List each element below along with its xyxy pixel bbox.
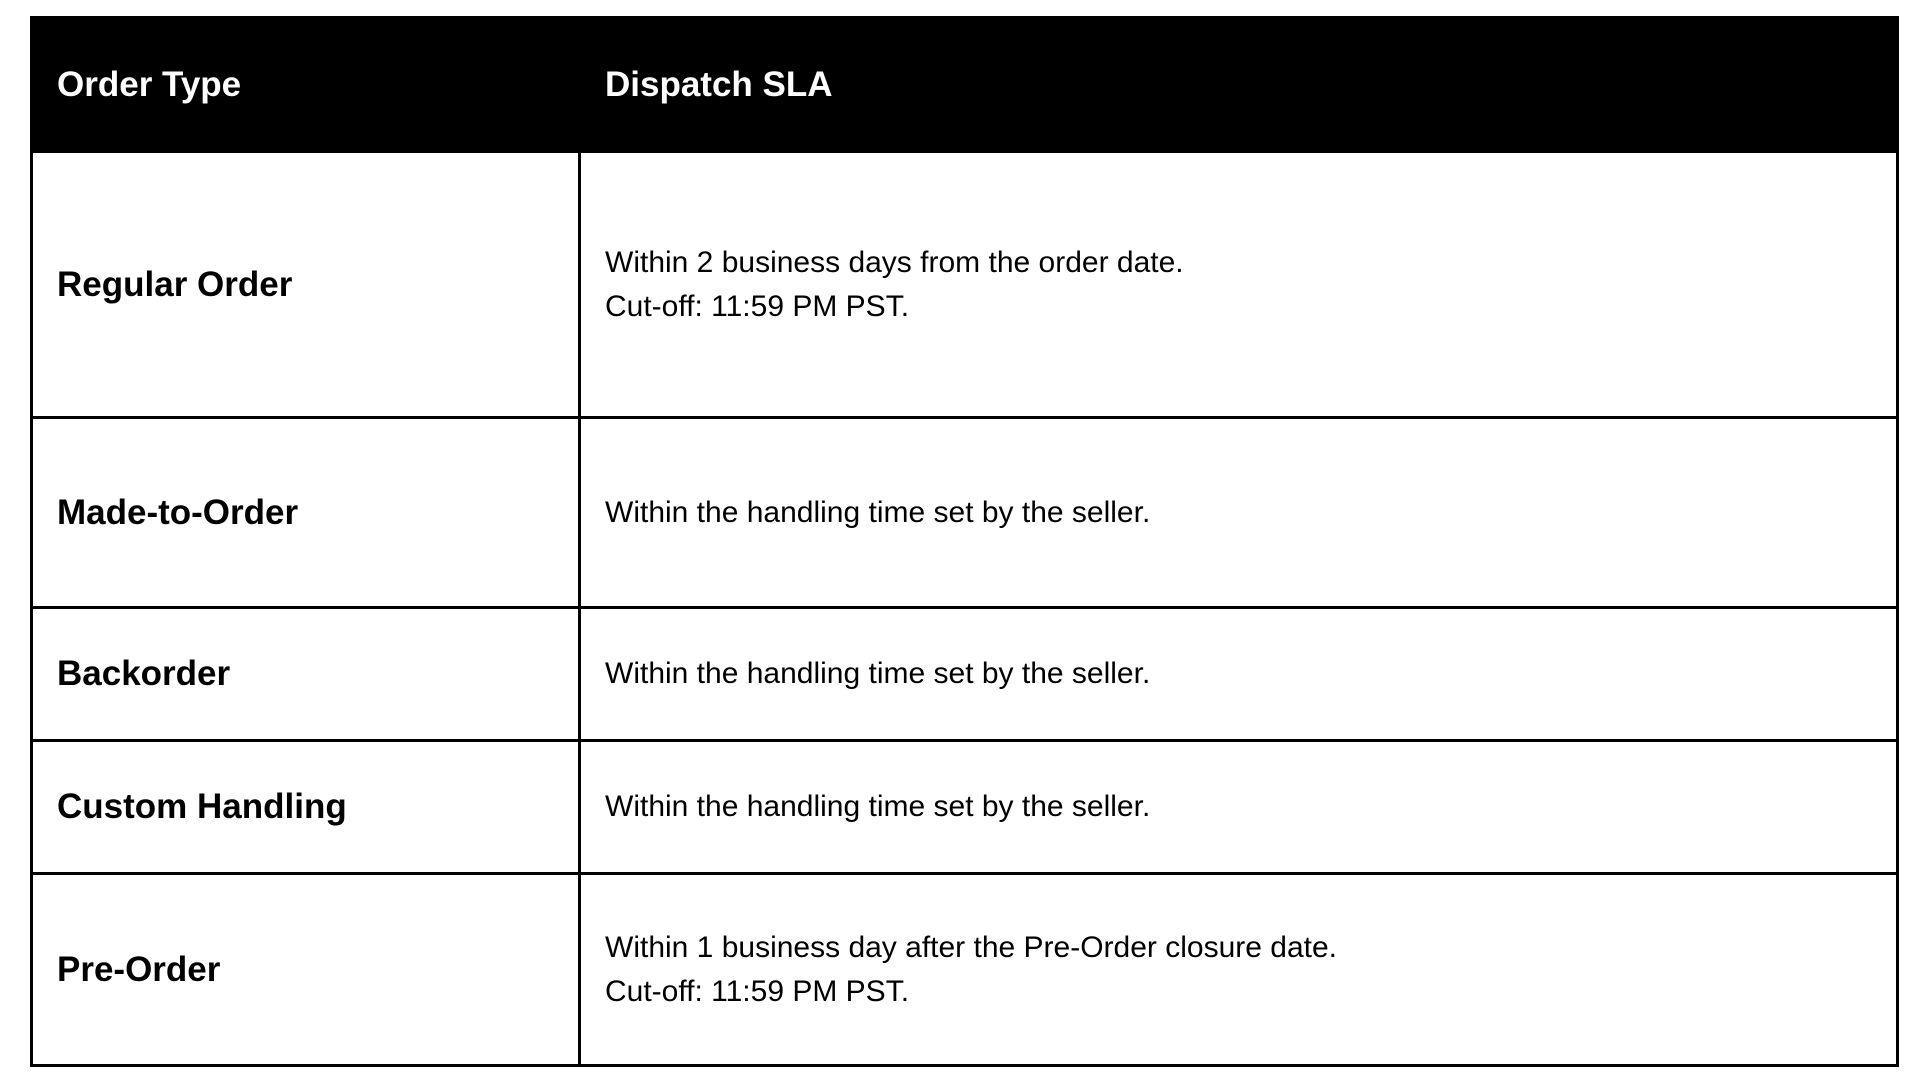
order-type-cell: Pre-Order xyxy=(32,874,580,1066)
sla-text-line: Within 1 business day after the Pre-Order closure date. xyxy=(605,930,1338,964)
sla-text-line: Within the handling time set by the seller. xyxy=(605,495,1151,529)
order-type-cell: Regular Order xyxy=(32,152,580,418)
dispatch-sla-cell xyxy=(580,608,1898,741)
order-type-header: Order Type xyxy=(32,18,580,152)
table-header-row xyxy=(32,18,1898,152)
sla-cutoff-line: Cut-off: 11:59 PM PST. xyxy=(605,974,910,1008)
dispatch-sla-cell xyxy=(580,874,1898,1066)
table-row xyxy=(32,608,1898,741)
table-row xyxy=(32,874,1898,1066)
table-row xyxy=(32,152,1898,418)
dispatch-sla-cell xyxy=(580,418,1898,608)
sla-text-line: Within the handling time set by the seller. xyxy=(605,657,1151,690)
sla-text-line: Within the handling time set by the seller. xyxy=(605,790,1151,823)
table-row xyxy=(32,741,1898,874)
dispatch-sla-cell xyxy=(580,152,1898,418)
order-type-cell: Custom Handling xyxy=(32,741,580,874)
dispatch-sla-header: Dispatch SLA xyxy=(580,18,1898,152)
dispatch-sla-cell xyxy=(580,741,1898,874)
table-row xyxy=(32,418,1898,608)
order-type-cell: Made-to-Order xyxy=(32,418,580,608)
dispatch-sla-table xyxy=(30,16,1899,1067)
sla-text-line: Within 2 business days from the order date. xyxy=(605,245,1184,279)
order-type-cell: Backorder xyxy=(32,608,580,741)
sla-cutoff-line: Cut-off: 11:59 PM PST. xyxy=(605,289,910,323)
